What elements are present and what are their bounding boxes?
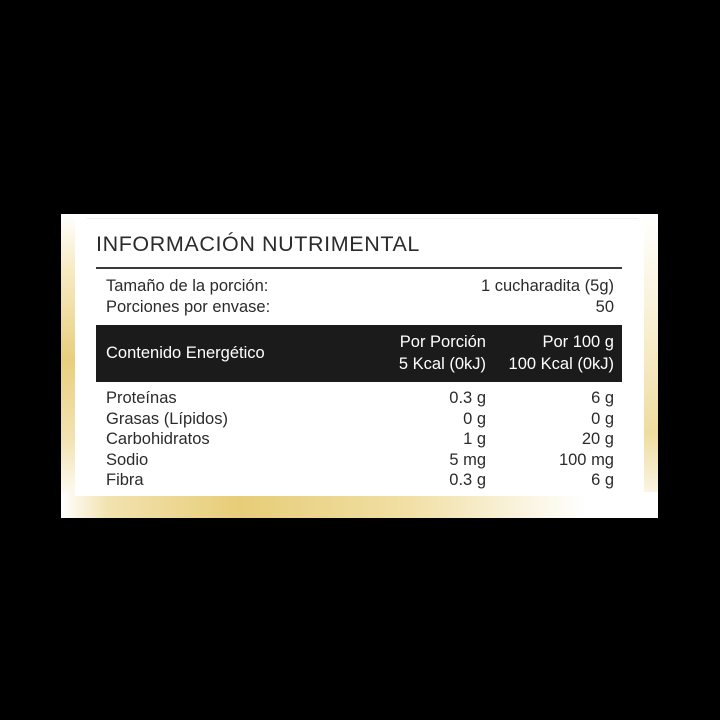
nutrient-name: Sodio <box>106 450 149 469</box>
nutrient-per-serving: 5 mg <box>449 450 486 469</box>
nutrient-rows <box>96 382 622 491</box>
energy-per-serving-column <box>358 331 486 375</box>
nutrient-per-100g: 6 g <box>591 471 614 489</box>
nutrient-per-100g: 0 g <box>591 409 614 428</box>
serving-info-block <box>96 269 622 325</box>
nutrient-per-100g: 6 g <box>591 389 614 407</box>
nutrient-per-100g: 100 mg <box>558 450 614 469</box>
energy-content-band <box>96 325 622 382</box>
servings-per-container-row <box>96 297 622 318</box>
nutrient-name: Grasas (Lípidos) <box>106 409 228 428</box>
table-row <box>96 388 622 409</box>
nutrient-per-100g: 20 g <box>581 430 614 448</box>
nutrient-per-serving: 1 g <box>463 430 486 448</box>
nutrition-facts-table <box>96 232 622 491</box>
table-row <box>96 450 622 471</box>
nutrient-name: Carbohidratos <box>106 430 210 448</box>
serving-size-label: Tamaño de la porción: <box>106 277 269 295</box>
nutrient-per-serving: 0.3 g <box>449 389 486 407</box>
gold-gradient-right-edge <box>644 214 658 518</box>
table-row <box>96 429 622 450</box>
energy-content-label: Contenido Energético <box>106 344 265 362</box>
nutrient-name: Fibra <box>106 471 144 489</box>
table-row <box>96 470 622 491</box>
nutrient-per-serving: 0 g <box>463 409 486 428</box>
serving-size-row <box>96 276 622 297</box>
serving-size-value: 1 cucharadita (5g) <box>481 277 614 295</box>
nutrient-per-serving: 0.3 g <box>449 471 486 489</box>
panel-top-hairline <box>87 218 639 219</box>
page-title: INFORMACIÓN NUTRIMENTAL <box>96 232 420 256</box>
column-header-per-serving: Por Porción <box>399 333 486 351</box>
servings-per-container-value: 50 <box>595 298 614 316</box>
energy-per-100g-value: 100 Kcal (0kJ) <box>508 355 614 373</box>
energy-per-100g-column <box>486 331 614 375</box>
column-header-per-100g: Por 100 g <box>542 333 614 351</box>
servings-per-container-label: Porciones por envase: <box>106 298 271 316</box>
table-row <box>96 409 622 430</box>
energy-per-serving-value: 5 Kcal (0kJ) <box>398 355 486 373</box>
nutrient-name: Proteínas <box>106 389 177 407</box>
